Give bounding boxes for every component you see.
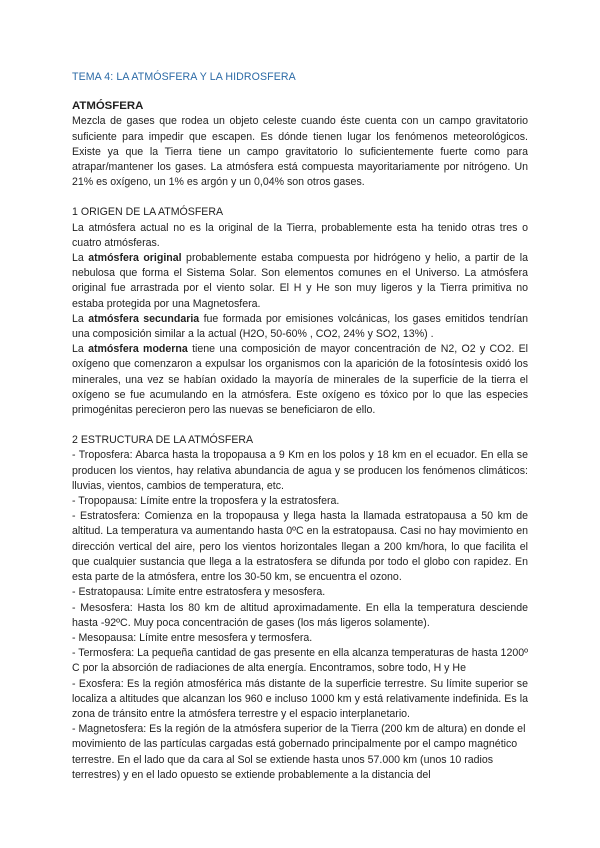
text: fue formada por emisiones volcánicas, los gases emitidos tendrían una composición similar a la actual (H2O, 50-60% , CO2, 24% y SO2, 13%) . [72, 312, 528, 341]
text: La [72, 312, 89, 325]
document-page [72, 70, 528, 783]
section-title-estructura: 2 ESTRUCTURA DE LA ATMÓSFERA [72, 434, 254, 447]
bold-term: atmósfera original [88, 252, 182, 265]
origen-paragraph-4 [72, 342, 528, 418]
section-title-origen: 1 ORIGEN DE LA ATMÓSFERA [72, 206, 224, 219]
list-item: - Estratosfera: Comienza en la tropopausa y llega hasta la llamada estratopausa a 50 km de altitud. La temperatura va aumentando hasta 0ºC en la estratopausa. Casi no hay movimiento en dirección vertical del aire, pero los vientos horizontales llegan a 200 km/hora, lo que facilita el que cualquier sustancia que llega a la estratosfera se difunda por todo el globo con rapidez. En esta parte de la atmósfera, entre los 30-50 km, se encuentra el ozono. [72, 510, 528, 584]
list-item: - Tropopausa: Límite entre la troposfera y la estratosfera. [72, 495, 340, 508]
list-item: - Exosfera: Es la región atmosférica más distante de la superficie terrestre. Su límite superior se localiza a altitudes que alcanzan los 960 e incluso 1000 km y está relativamente indefinida. Es la zona de tránsito entre la atmósfera terrestre y el espacio interplanetario. [72, 677, 528, 720]
text: tiene una composición de mayor concentración de N2, O2 y CO2. El oxígeno que comenzaron a expulsar los organismos con la aparición de la fotosíntesis oxidó los minerales, una vez se habían oxidado la mayoría de minerales de la superficie de la tierra el oxígeno se fue acumulando en la atmósfera. Este oxígeno es tóxico por lo que las especies primogénitas perecieron pero las nuevas se beneficiaron de ello. [72, 343, 528, 417]
list-item: - Magnetosfera: Es la región de la atmósfera superior de la Tierra (200 km de altura) en donde el movimiento de las partículas cargadas está gobernado principalmente por el campo magnético terrestre. En el lado que da cara al Sol se extiende hasta unos 57.000 km (unos 10 radios terrestres) y en el lado opuesto se extiende probablemente a la distancia del [72, 723, 526, 781]
bold-term: atmósfera moderna [88, 343, 188, 356]
list-item: - Mesopausa: Límite entre mesosfera y termosfera. [72, 631, 313, 644]
list-item: - Termosfera: La pequeña cantidad de gas presente en ella alcanza temperaturas de hasta 1200º C por la absorción de radiaciones de alta energía. Encontramos, sobre todo, H y He [72, 647, 528, 675]
section-heading-atmosfera: ATMÓSFERA [72, 100, 144, 113]
intro-paragraph: Mezcla de gases que rodea un objeto celeste cuando éste cuenta con un campo gravitatorio suficiente para impedir que escapen. Es dónde tienen lugar los fenómenos meteorológicos. Existe ya que la Tierra tiene un campo gravitatorio lo suficientemente fuerte como para atrapar/mantener los gases. La atmósfera está compuesta mayoritariamente por nitrógeno. Un 21% es oxígeno, un 1% es argón y un 0,04% son otros gases. [72, 115, 528, 189]
origen-paragraph-1: La atmósfera actual no es la original de la Tierra, probablemente esta ha tenido otras tres o cuatro atmósferas. [72, 221, 528, 249]
document-title: TEMA 4: LA ATMÓSFERA Y LA HIDROSFERA [72, 71, 296, 83]
text: La [72, 252, 89, 265]
list-item: - Troposfera: Abarca hasta la tropopausa a 9 Km en los polos y 18 km en el ecuador. En ella se producen los vientos, hay relativa abundancia de agua y se producen los fenómenos climáticos: lluvias, vientos, cambios de temperatura, etc. [72, 449, 528, 492]
list-item: - Estratopausa: Límite entre estratosfera y mesosfera. [72, 586, 326, 599]
origen-paragraph-3 [72, 312, 528, 342]
text: probablemente estaba compuesta por hidrógeno y helio, a partir de la nebulosa que forma el Sistema Solar. Son elementos comunes en el Universo. La atmósfera original fue arrastrada por el viento solar. El H y He son muy ligeros y la Tierra primitiva no estaba protegida por una Magnetosfera. [72, 252, 529, 310]
list-item: - Mesosfera: Hasta los 80 km de altitud aproximadamente. En ella la temperatura desciende hasta -92ºC. Muy poca concentración de gases (los más ligeros solamente). [72, 601, 528, 629]
bold-term: atmósfera secundaria [88, 312, 200, 325]
text: La [72, 343, 89, 356]
origen-paragraph-2 [72, 251, 528, 312]
